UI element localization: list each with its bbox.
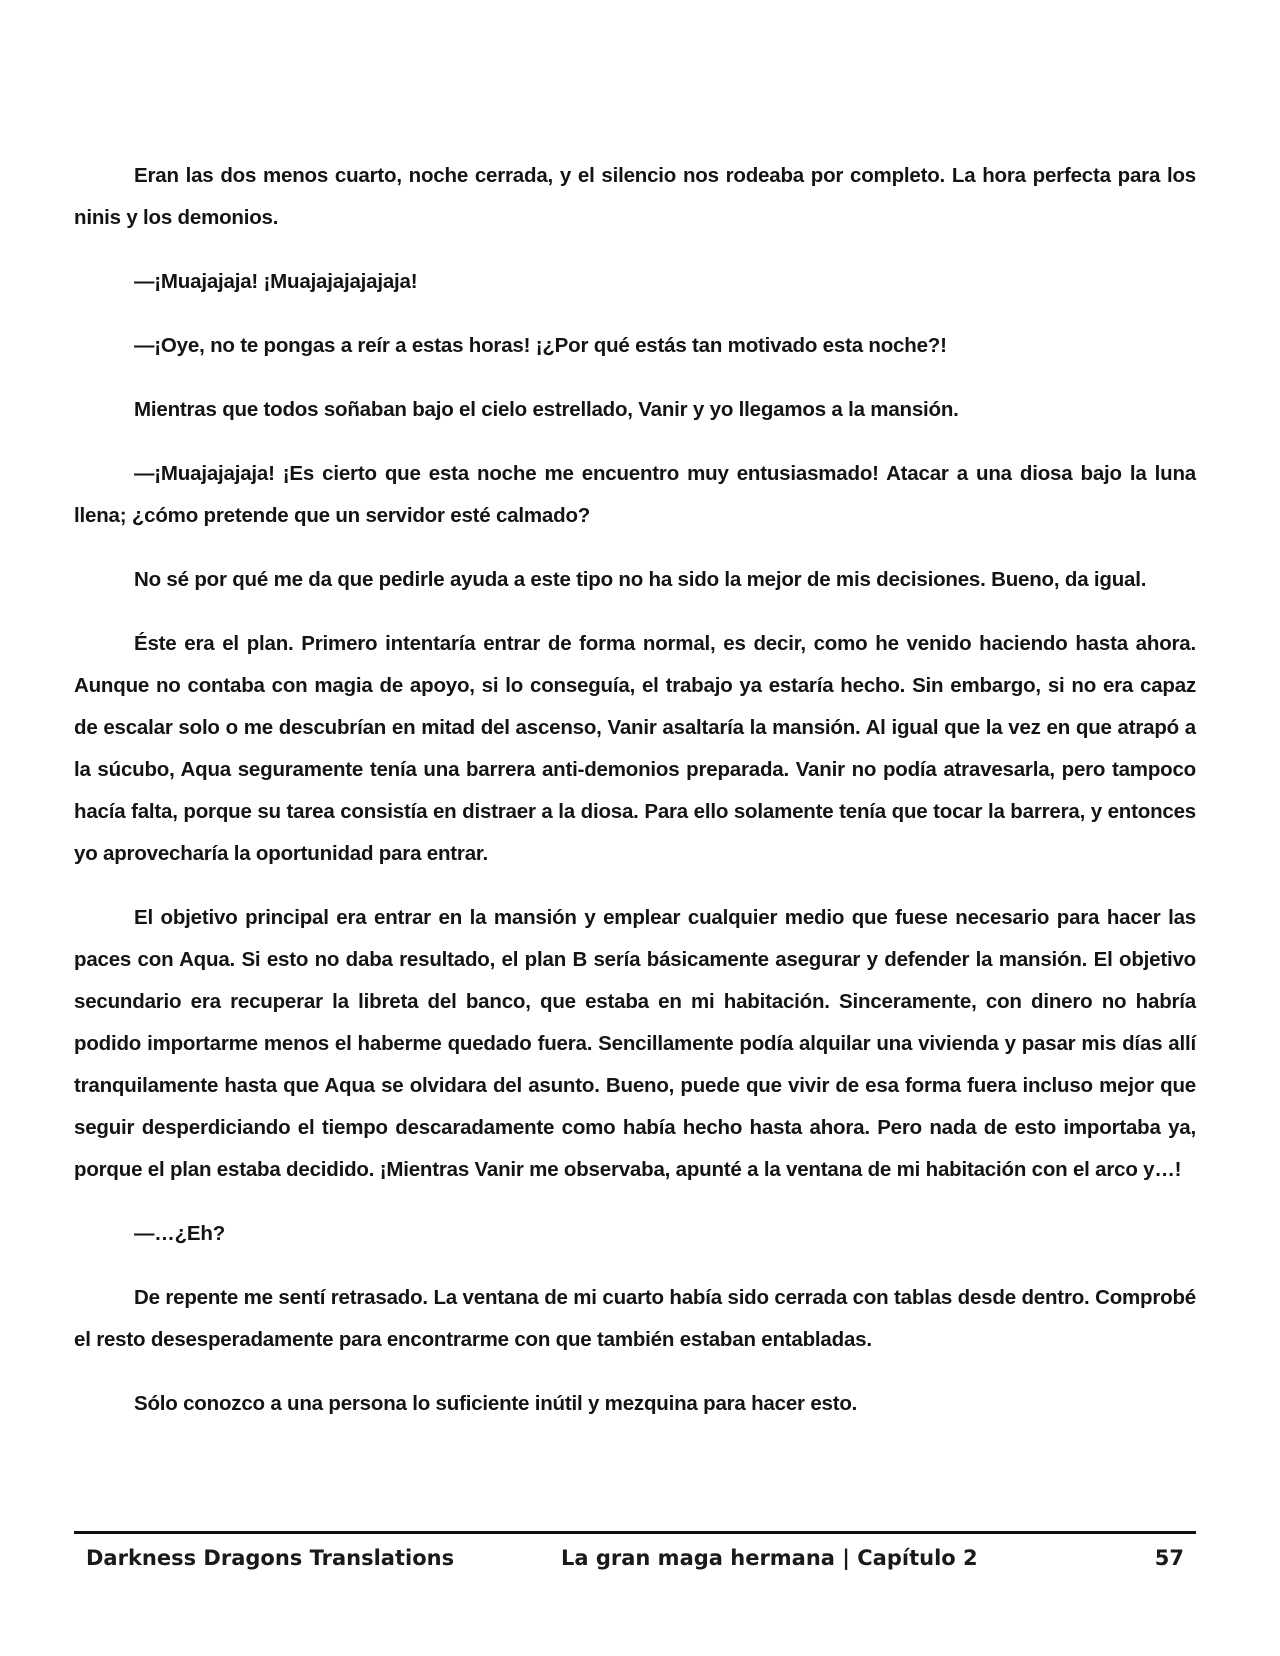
paragraph: Mientras que todos soñaban bajo el cielo estrellado, Vanir y yo llegamos a la mansión. — [134, 398, 959, 421]
paragraph: El objetivo principal era entrar en la mansión y emplear cualquier medio que fuese necesario para hacer las paces con Aqua. Si esto no daba resultado, el plan B sería básicamente asegurar y defender la mansión. El objetivo secundario era recuperar la libreta del banco, que estaba en mi habitación. Sinceramente, con dinero no habría podido importarme menos el haberme quedado fuera. Sencillamente podía alquilar una vivienda y pasar mis días allí tranquilamente hasta que Aqua se olvidara del asunto. Bueno, puede que vivir de esa forma fuera incluso mejor que seguir desperdiciando el tiempo descaradamente como había hecho hasta ahora. Pero nada de esto importaba ya, porque el plan estaba decidido. ¡Mientras Vanir me observaba, apunté a la ventana de mi habitación con el arco y…! — [74, 906, 1196, 1181]
footer-translator-credit: Darkness Dragons Translations — [86, 1546, 455, 1570]
paragraph: —¡Oye, no te pongas a reír a estas horas! ¡¿Por qué estás tan motivado esta noche?! — [134, 334, 947, 357]
footer-chapter-title: La gran maga hermana | Capítulo 2 — [561, 1546, 978, 1570]
footer-divider — [74, 1531, 1196, 1534]
paragraph: —¡Muajajaja! ¡Muajajajajajaja! — [134, 270, 418, 293]
paragraph: Éste era el plan. Primero intentaría entrar de forma normal, es decir, como he venido haciendo hasta ahora. Aunque no contaba con magia de apoyo, si lo conseguía, el trabajo ya estaría hecho. Sin embargo, si no era capaz de escalar solo o me descubrían en mitad del ascenso, Vanir asaltaría la mansión. Al igual que la vez en que atrapó a la súcubo, Aqua seguramente tenía una barrera anti-demonios preparada. Vanir no podía atravesarla, pero tampoco hacía falta, porque su tarea consistía en distraer a la diosa. Para ello solamente tenía que tocar la barrera, y entonces yo aprovecharía la oportunidad para entrar. — [74, 632, 1196, 865]
paragraph: Eran las dos menos cuarto, noche cerrada, y el silencio nos rodeaba por completo. La hora perfecta para los ninis y los demonios. — [74, 164, 1196, 229]
footer-page-number: 57 — [1154, 1546, 1184, 1570]
paragraph: No sé por qué me da que pedirle ayuda a este tipo no ha sido la mejor de mis decisiones. Bueno, da igual. — [134, 568, 1147, 591]
body-text — [74, 155, 1196, 1447]
paragraph: De repente me sentí retrasado. La ventana de mi cuarto había sido cerrada con tablas desde dentro. Comprobé el resto desesperadamente para encontrarme con que también estaban entabladas. — [74, 1286, 1196, 1351]
page-footer — [74, 1540, 1196, 1580]
paragraph: —…¿Eh? — [134, 1222, 226, 1245]
paragraph: —¡Muajajajaja! ¡Es cierto que esta noche me encuentro muy entusiasmado! Atacar a una diosa bajo la luna llena; ¿cómo pretende que un servidor esté calmado? — [74, 462, 1196, 527]
paragraph: Sólo conozco a una persona lo suficiente inútil y mezquina para hacer esto. — [134, 1392, 858, 1415]
